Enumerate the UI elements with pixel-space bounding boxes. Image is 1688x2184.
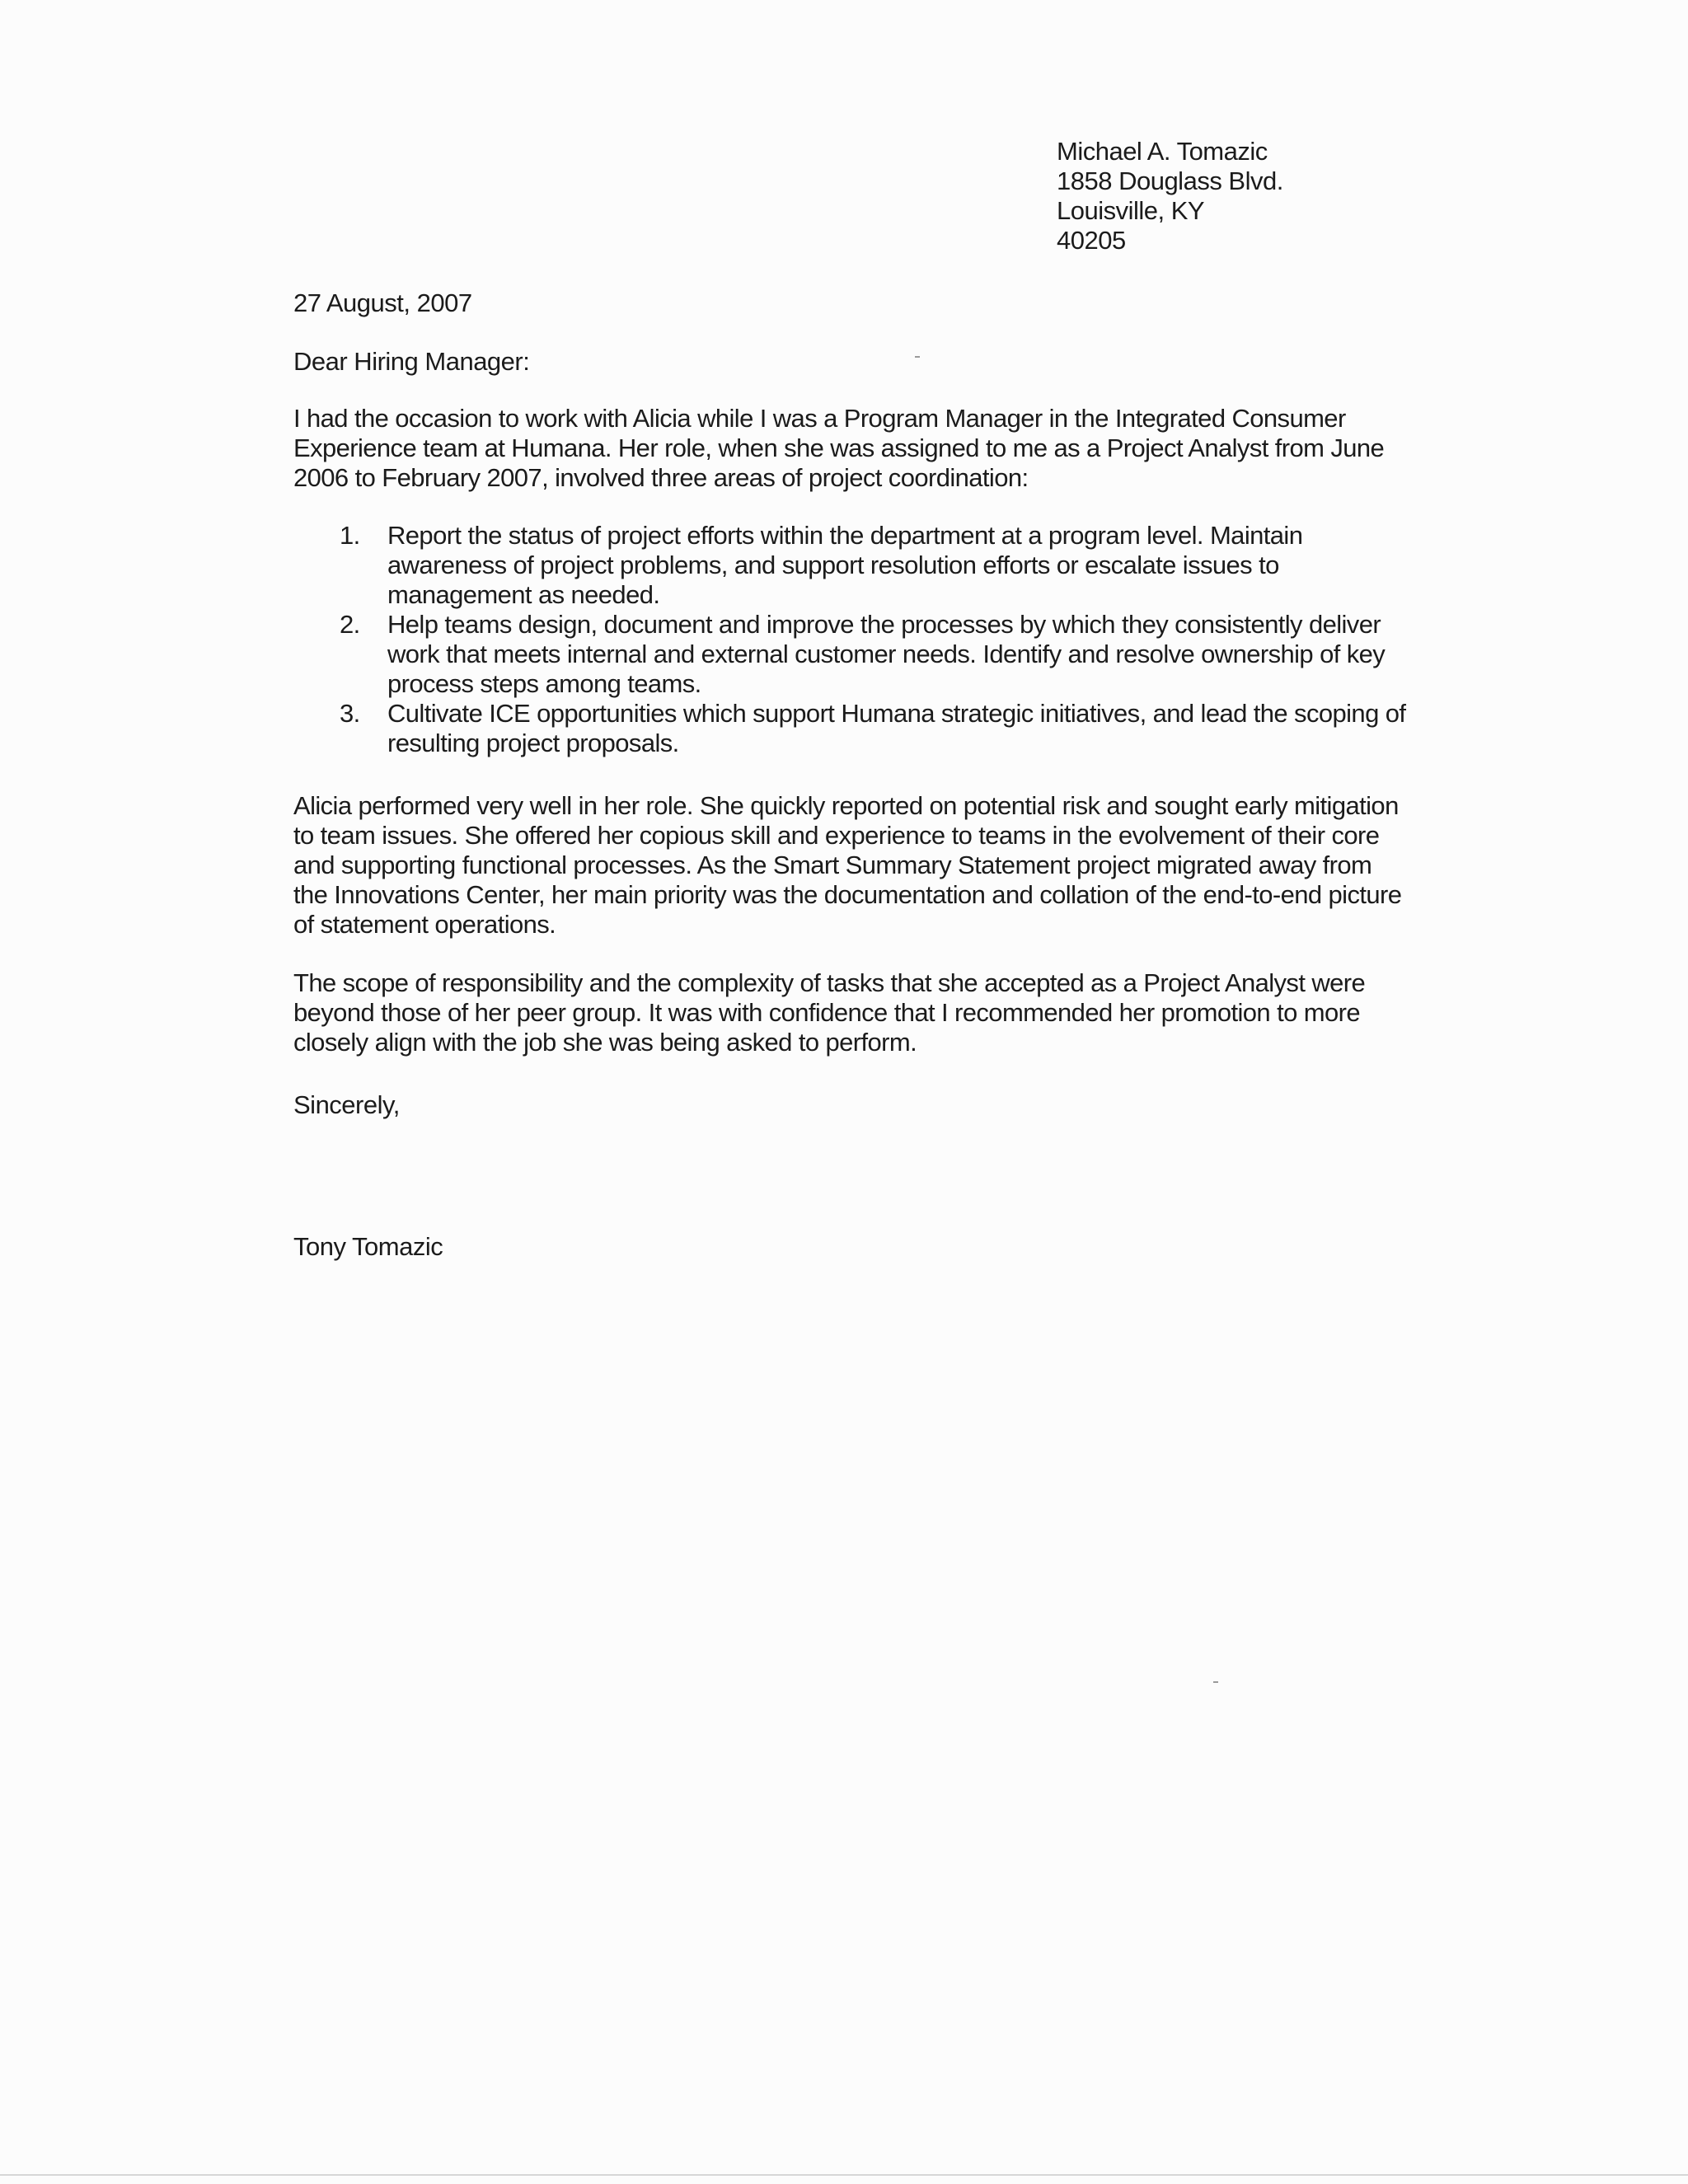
list-line: Report the status of project efforts within the department at a program level. Maintain (387, 521, 1303, 550)
scan-speck (1213, 1681, 1218, 1683)
list-line: work that meets internal and external customer needs. Identify and resolve ownership of key (387, 640, 1386, 668)
paragraph-line: to team issues. She offered her copious skill and experience to teams in the evolvement of their core (293, 821, 1380, 850)
list-number: 1. (340, 521, 360, 550)
paragraph-intro (293, 404, 1414, 493)
paragraph-line: Experience team at Humana. Her role, when she was assigned to me as a Project Analyst from June (293, 434, 1385, 462)
signature-name: Tony Tomazic (293, 1232, 443, 1261)
list-line: process steps among teams. (387, 669, 701, 698)
list-line: Cultivate ICE opportunities which support Humana strategic initiatives, and lead the scoping of (387, 699, 1406, 728)
paragraph-line: Alicia performed very well in her role. She quickly reported on potential risk and sought early mitigation (293, 791, 1399, 820)
paragraph-line: and supporting functional processes. As the Smart Summary Statement project migrated away from (293, 851, 1372, 879)
list-line: Help teams design, document and improve the processes by which they consistently deliver (387, 610, 1381, 639)
scan-edge-line (0, 2174, 1688, 2176)
paragraph-line: of statement operations. (293, 910, 556, 939)
list-line: management as needed. (387, 580, 660, 609)
sender-zip: 40205 (1057, 226, 1126, 255)
sender-street: 1858 Douglass Blvd. (1057, 166, 1283, 195)
list-item (293, 699, 1447, 758)
list-line: awareness of project problems, and support resolution efforts or escalate issues to (387, 551, 1279, 579)
paragraph-line: the Innovations Center, her main priority was the documentation and collation of the end-to-end picture (293, 880, 1402, 909)
sender-name: Michael A. Tomazic (1057, 137, 1268, 166)
paragraph-line: The scope of responsibility and the complexity of tasks that she accepted as a Project Analyst were (293, 968, 1366, 997)
duties-list (293, 521, 1447, 758)
closing: Sincerely, (293, 1090, 400, 1119)
list-number: 3. (340, 699, 360, 728)
salutation: Dear Hiring Manager: (293, 347, 530, 376)
paragraph-performance (293, 791, 1414, 940)
scan-speck (915, 356, 920, 358)
letter-date: 27 August, 2007 (293, 288, 472, 317)
sender-city-state: Louisville, KY (1057, 196, 1205, 225)
paragraph-line: I had the occasion to work with Alicia while I was a Program Manager in the Integrated Consumer (293, 404, 1346, 433)
paragraph-line: closely align with the job she was being asked to perform. (293, 1028, 917, 1057)
list-line: resulting project proposals. (387, 729, 679, 757)
paragraph-line: beyond those of her peer group. It was with confidence that I recommended her promotion to more (293, 998, 1360, 1027)
list-number: 2. (340, 610, 360, 639)
paragraph-line: 2006 to February 2007, involved three areas of project coordination: (293, 463, 1029, 492)
list-item (293, 610, 1447, 699)
list-item (293, 521, 1447, 610)
paragraph-recommendation (293, 968, 1414, 1057)
sender-address-block (1057, 137, 1469, 255)
